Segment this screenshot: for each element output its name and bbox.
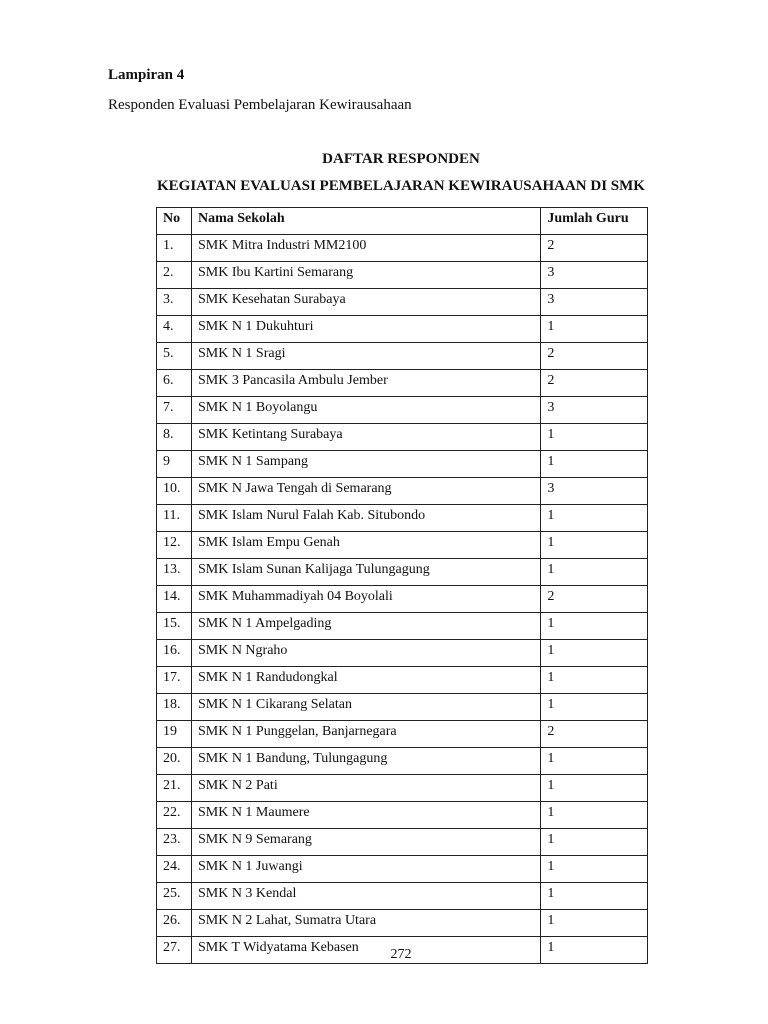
cell-teacher-count: 1 bbox=[541, 424, 648, 451]
cell-school-name: SMK N 1 Punggelan, Banjarnegara bbox=[191, 721, 540, 748]
cell-school-name: SMK N 1 Maumere bbox=[191, 802, 540, 829]
cell-no: 22. bbox=[157, 802, 192, 829]
cell-school-name: SMK N 1 Juwangi bbox=[191, 856, 540, 883]
cell-teacher-count: 1 bbox=[541, 559, 648, 586]
cell-school-name: SMK N 2 Pati bbox=[191, 775, 540, 802]
cell-teacher-count: 2 bbox=[541, 235, 648, 262]
cell-school-name: SMK Muhammadiyah 04 Boyolali bbox=[191, 586, 540, 613]
cell-school-name: SMK Mitra Industri MM2100 bbox=[191, 235, 540, 262]
cell-teacher-count: 2 bbox=[541, 343, 648, 370]
cell-no: 25. bbox=[157, 883, 192, 910]
cell-school-name: SMK N 1 Bandung, Tulungagung bbox=[191, 748, 540, 775]
column-header-no: No bbox=[157, 208, 192, 235]
cell-teacher-count: 1 bbox=[541, 856, 648, 883]
cell-teacher-count: 1 bbox=[541, 748, 648, 775]
cell-school-name: SMK N 1 Sampang bbox=[191, 451, 540, 478]
cell-school-name: SMK N 2 Lahat, Sumatra Utara bbox=[191, 910, 540, 937]
table-row bbox=[157, 424, 648, 451]
cell-no: 1. bbox=[157, 235, 192, 262]
table-row bbox=[157, 532, 648, 559]
cell-school-name: SMK 3 Pancasila Ambulu Jember bbox=[191, 370, 540, 397]
table-row bbox=[157, 559, 648, 586]
cell-school-name: SMK Islam Sunan Kalijaga Tulungagung bbox=[191, 559, 540, 586]
cell-teacher-count: 3 bbox=[541, 478, 648, 505]
cell-teacher-count: 3 bbox=[541, 262, 648, 289]
cell-no: 20. bbox=[157, 748, 192, 775]
table-row bbox=[157, 370, 648, 397]
cell-school-name: SMK Islam Empu Genah bbox=[191, 532, 540, 559]
table-row bbox=[157, 667, 648, 694]
cell-teacher-count: 2 bbox=[541, 586, 648, 613]
cell-school-name: SMK Ketintang Surabaya bbox=[191, 424, 540, 451]
table-row bbox=[157, 316, 648, 343]
cell-teacher-count: 1 bbox=[541, 640, 648, 667]
table-row bbox=[157, 478, 648, 505]
table-row bbox=[157, 910, 648, 937]
cell-teacher-count: 1 bbox=[541, 667, 648, 694]
cell-school-name: SMK N 3 Kendal bbox=[191, 883, 540, 910]
cell-no: 3. bbox=[157, 289, 192, 316]
cell-no: 15. bbox=[157, 613, 192, 640]
cell-teacher-count: 3 bbox=[541, 397, 648, 424]
cell-school-name: SMK Kesehatan Surabaya bbox=[191, 289, 540, 316]
table-row bbox=[157, 586, 648, 613]
cell-no: 16. bbox=[157, 640, 192, 667]
cell-teacher-count: 2 bbox=[541, 721, 648, 748]
table-row bbox=[157, 397, 648, 424]
cell-teacher-count: 1 bbox=[541, 775, 648, 802]
table-row bbox=[157, 235, 648, 262]
table-row bbox=[157, 775, 648, 802]
cell-no: 13. bbox=[157, 559, 192, 586]
cell-teacher-count: 1 bbox=[541, 802, 648, 829]
table-row bbox=[157, 748, 648, 775]
respondents-table bbox=[156, 207, 648, 964]
table-row bbox=[157, 802, 648, 829]
column-header-teacher-count: Jumlah Guru bbox=[541, 208, 648, 235]
table-row bbox=[157, 613, 648, 640]
table-row bbox=[157, 289, 648, 316]
cell-teacher-count: 1 bbox=[541, 829, 648, 856]
table-body bbox=[157, 235, 648, 964]
cell-no: 5. bbox=[157, 343, 192, 370]
document-subtitle: KEGIATAN EVALUASI PEMBELAJARAN KEWIRAUSAHAAN DI SMK bbox=[157, 178, 645, 194]
table-row bbox=[157, 640, 648, 667]
table-row bbox=[157, 262, 648, 289]
cell-school-name: SMK N 1 Sragi bbox=[191, 343, 540, 370]
table-row bbox=[157, 856, 648, 883]
cell-no: 23. bbox=[157, 829, 192, 856]
cell-no: 9 bbox=[157, 451, 192, 478]
cell-no: 21. bbox=[157, 775, 192, 802]
cell-no: 26. bbox=[157, 910, 192, 937]
cell-teacher-count: 1 bbox=[541, 316, 648, 343]
cell-school-name: SMK N 1 Dukuhturi bbox=[191, 316, 540, 343]
table-row bbox=[157, 694, 648, 721]
cell-no: 17. bbox=[157, 667, 192, 694]
appendix-label: Lampiran 4 bbox=[108, 67, 185, 83]
cell-no: 24. bbox=[157, 856, 192, 883]
cell-school-name: SMK N 1 Cikarang Selatan bbox=[191, 694, 540, 721]
cell-no: 10. bbox=[157, 478, 192, 505]
cell-no: 8. bbox=[157, 424, 192, 451]
table-header-row bbox=[157, 208, 648, 235]
cell-teacher-count: 1 bbox=[541, 883, 648, 910]
cell-school-name: SMK N 9 Semarang bbox=[191, 829, 540, 856]
cell-school-name: SMK N 1 Boyolangu bbox=[191, 397, 540, 424]
cell-teacher-count: 1 bbox=[541, 694, 648, 721]
cell-no: 18. bbox=[157, 694, 192, 721]
cell-teacher-count: 1 bbox=[541, 937, 648, 964]
table-row bbox=[157, 883, 648, 910]
cell-teacher-count: 1 bbox=[541, 910, 648, 937]
cell-school-name: SMK N 1 Randudongkal bbox=[191, 667, 540, 694]
cell-no: 27. bbox=[157, 937, 192, 964]
cell-teacher-count: 1 bbox=[541, 505, 648, 532]
cell-teacher-count: 1 bbox=[541, 613, 648, 640]
table-header bbox=[157, 208, 648, 235]
cell-school-name: SMK N Ngraho bbox=[191, 640, 540, 667]
cell-no: 2. bbox=[157, 262, 192, 289]
appendix-subtitle: Responden Evaluasi Pembelajaran Kewirausahaan bbox=[108, 97, 412, 113]
table-row bbox=[157, 721, 648, 748]
table-row bbox=[157, 505, 648, 532]
cell-school-name: SMK N Jawa Tengah di Semarang bbox=[191, 478, 540, 505]
cell-no: 14. bbox=[157, 586, 192, 613]
cell-no: 11. bbox=[157, 505, 192, 532]
cell-school-name: SMK Islam Nurul Falah Kab. Situbondo bbox=[191, 505, 540, 532]
cell-no: 4. bbox=[157, 316, 192, 343]
cell-teacher-count: 3 bbox=[541, 289, 648, 316]
cell-teacher-count: 1 bbox=[541, 532, 648, 559]
cell-no: 7. bbox=[157, 397, 192, 424]
table-row bbox=[157, 451, 648, 478]
cell-school-name: SMK T Widyatama Kebasen bbox=[191, 937, 540, 964]
cell-school-name: SMK Ibu Kartini Semarang bbox=[191, 262, 540, 289]
cell-teacher-count: 2 bbox=[541, 370, 648, 397]
cell-teacher-count: 1 bbox=[541, 451, 648, 478]
page-number: 272 bbox=[390, 947, 412, 962]
cell-no: 6. bbox=[157, 370, 192, 397]
document-title: DAFTAR RESPONDEN bbox=[322, 151, 480, 167]
cell-no: 19 bbox=[157, 721, 192, 748]
cell-school-name: SMK N 1 Ampelgading bbox=[191, 613, 540, 640]
cell-no: 12. bbox=[157, 532, 192, 559]
column-header-school-name: Nama Sekolah bbox=[191, 208, 540, 235]
table-row bbox=[157, 343, 648, 370]
table-row bbox=[157, 829, 648, 856]
